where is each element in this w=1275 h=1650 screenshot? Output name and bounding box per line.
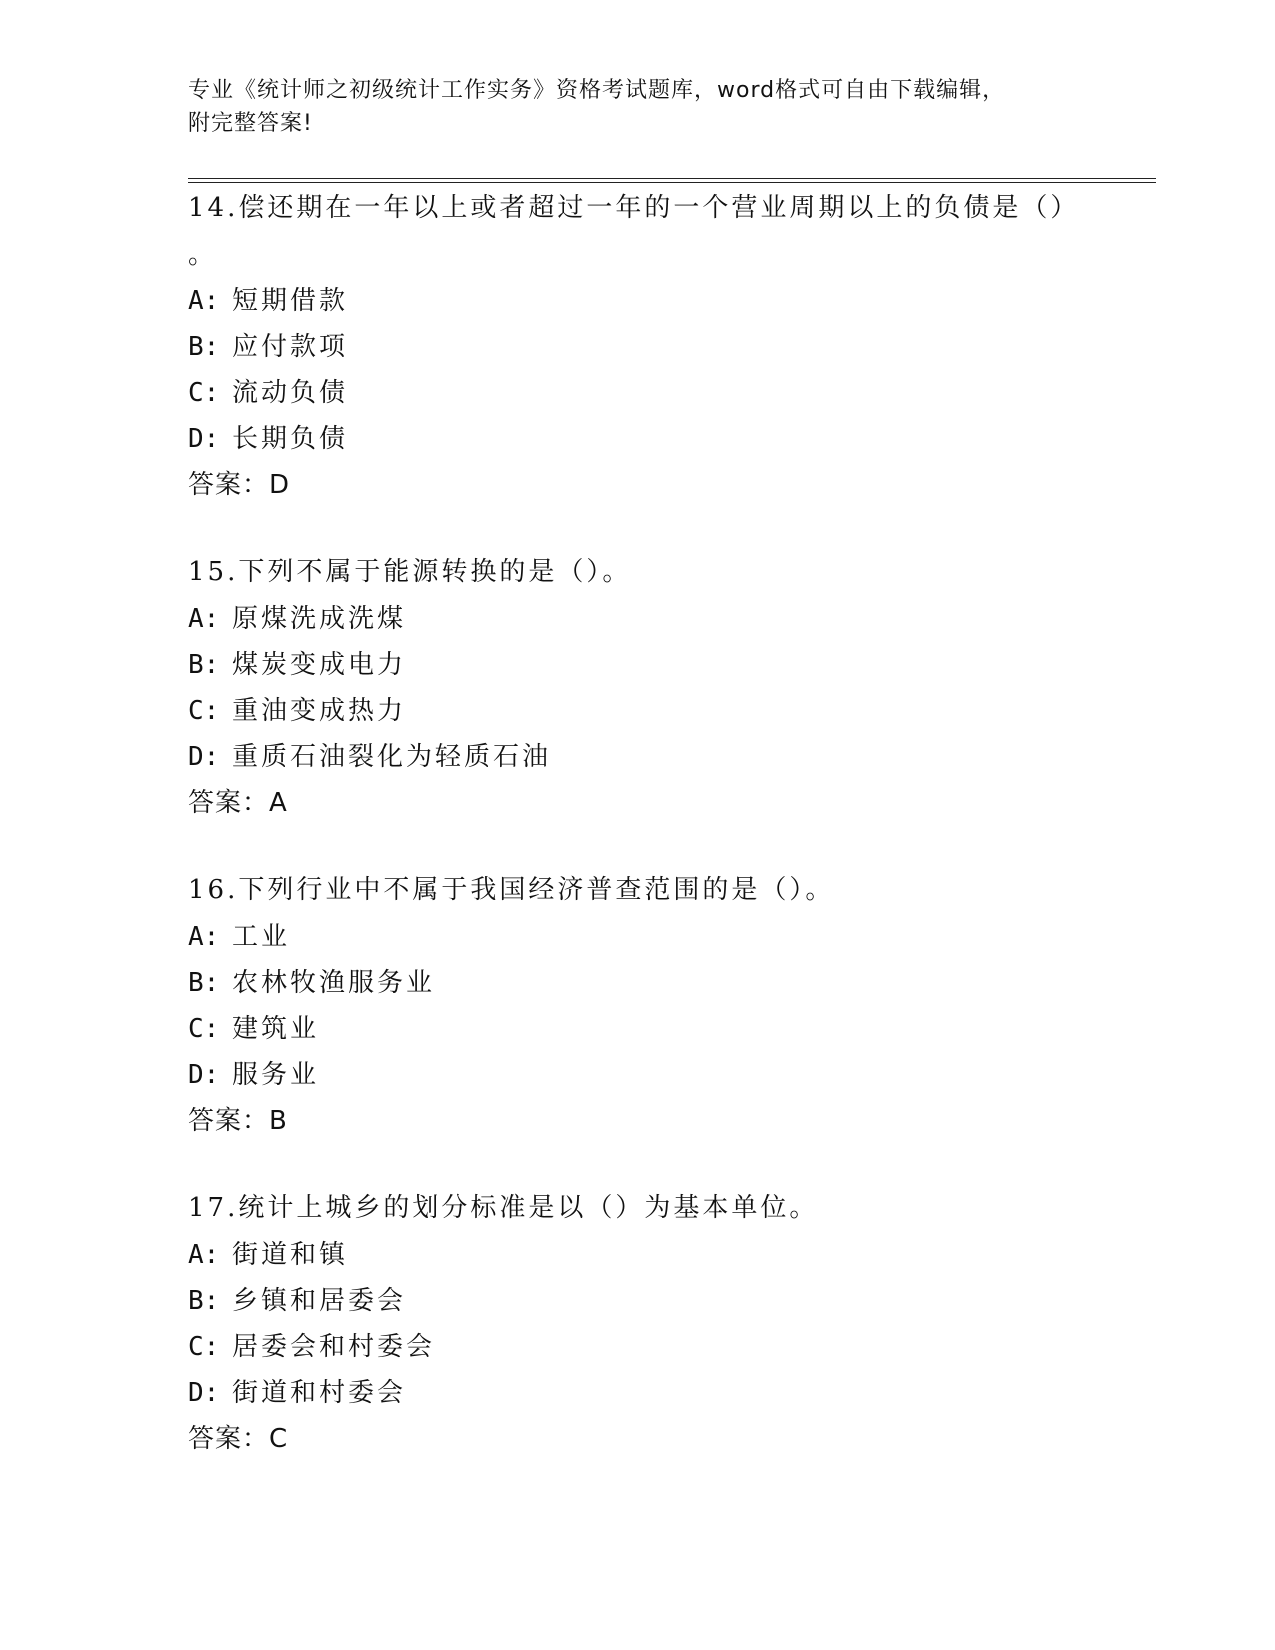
option-text: 居委会和村委会	[232, 1332, 436, 1362]
option-a	[188, 596, 1088, 642]
question-stem: 16.下列行业中不属于我国经济普查范围的是（）。	[188, 875, 835, 905]
option-letter: A:	[188, 922, 220, 952]
option-letter: A:	[188, 604, 220, 634]
option-b	[188, 642, 1088, 688]
option-d	[188, 1370, 1088, 1416]
option-letter: D:	[188, 1378, 220, 1408]
header-divider	[188, 178, 1156, 183]
option-c	[188, 1324, 1088, 1370]
option-text: 建筑业	[232, 1014, 320, 1044]
option-text: 重油变成热力	[232, 696, 407, 726]
option-letter: A:	[188, 1240, 220, 1270]
option-b	[188, 960, 1088, 1006]
option-a	[188, 1232, 1088, 1278]
answer-label: 答案：B	[188, 1106, 288, 1136]
option-text: 乡镇和居委会	[232, 1286, 407, 1316]
option-text: 流动负债	[232, 378, 349, 408]
question-stem: 15.下列不属于能源转换的是（）。	[188, 557, 632, 587]
option-c	[188, 688, 1088, 734]
option-letter: B:	[188, 1286, 220, 1316]
question-stem: 14.偿还期在一年以上或者超过一年的一个营业周期以上的负债是（）	[188, 193, 1080, 223]
option-letter: B:	[188, 968, 220, 998]
question-16	[188, 868, 1088, 1144]
option-letter: C:	[188, 1332, 220, 1362]
option-letter: C:	[188, 1014, 220, 1044]
option-letter: D:	[188, 742, 220, 772]
question-17	[188, 1186, 1088, 1462]
option-d	[188, 416, 1088, 462]
option-letter: C:	[188, 696, 220, 726]
option-c	[188, 1006, 1088, 1052]
question-15	[188, 550, 1088, 826]
option-text: 短期借款	[232, 286, 349, 316]
option-letter: B:	[188, 650, 220, 680]
option-text: 工业	[232, 922, 291, 952]
option-text: 农林牧渔服务业	[232, 968, 436, 998]
answer-label: 答案：A	[188, 788, 288, 818]
option-text: 服务业	[232, 1060, 320, 1090]
option-text: 街道和村委会	[232, 1378, 407, 1408]
document-header	[188, 74, 1088, 140]
option-b	[188, 1278, 1088, 1324]
question-14	[188, 186, 1088, 508]
option-d	[188, 734, 1088, 780]
option-text: 重质石油裂化为轻质石油	[232, 742, 552, 772]
option-text: 应付款项	[232, 332, 349, 362]
answer-label: 答案：C	[188, 1424, 289, 1454]
option-text: 街道和镇	[232, 1240, 349, 1270]
question-stem: 17.统计上城乡的划分标准是以（）为基本单位。	[188, 1193, 819, 1223]
option-a	[188, 278, 1088, 324]
question-stem-continuation: 。	[188, 240, 215, 270]
option-letter: D:	[188, 1060, 220, 1090]
header-line-2: 附完整答案!	[188, 111, 313, 136]
option-text: 长期负债	[232, 424, 349, 454]
answer-label: 答案：D	[188, 470, 291, 500]
option-text: 原煤洗成洗煤	[232, 604, 407, 634]
option-letter: A:	[188, 286, 220, 316]
option-text: 煤炭变成电力	[232, 650, 407, 680]
option-letter: C:	[188, 378, 220, 408]
option-d	[188, 1052, 1088, 1098]
header-line-1: 专业《统计师之初级统计工作实务》资格考试题库，word格式可自由下载编辑，	[188, 78, 1006, 103]
option-letter: D:	[188, 424, 220, 454]
option-letter: B:	[188, 332, 220, 362]
option-a	[188, 914, 1088, 960]
option-b	[188, 324, 1088, 370]
option-c	[188, 370, 1088, 416]
